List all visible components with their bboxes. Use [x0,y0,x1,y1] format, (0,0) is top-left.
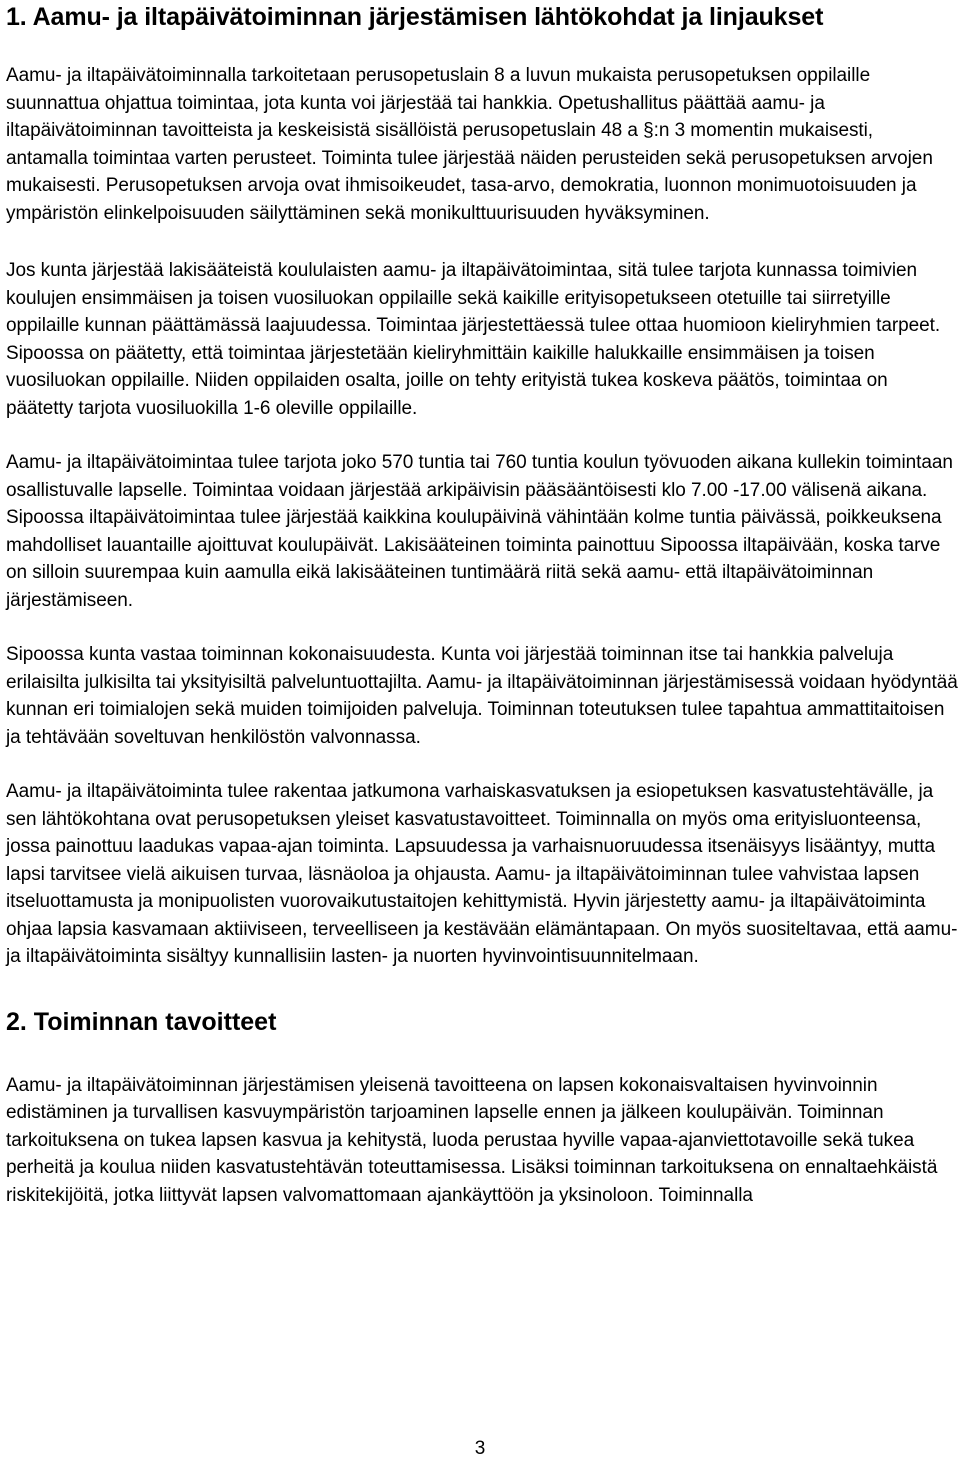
section-1-paragraph-5: Aamu- ja iltapäivätoiminta tulee rakentaa jatkumona varhaiskasvatuksen ja esiopetuksen kasvatustehtävälle, ja sen lähtökohtana ovat perusopetuksen yleiset kasvatustavoitteet. Toiminnalla on myös oma erityisluonteensa, jossa painottuu laadukas vapaa-ajan toiminta. Lapsuudessa ja varhaisnuoruudessa itsenäisyys lisääntyy, mutta lapsi tarvitsee vielä aikuisen turvaa, läsnäoloa ja ohjausta. Aamu- ja iltapäivätoiminnan tulee vahvistaa lapsen itseluottamusta ja monipuolisten vuorovaikutustaitojen kehittymistä. Hyvin järjestetty aamu- ja iltapäivätoiminta ohjaa lapsia kasvamaan aktiiviseen, terveelliseen ja kestävään elämäntapaan. On myös suositeltavaa, että aamu- ja iltapäivätoiminta sisältyy kunnallisiin lasten- ja nuorten hyvinvointisuunnitelmaan. [6,781,958,967]
section-1-paragraph-3: Aamu- ja iltapäivätoimintaa tulee tarjota joko 570 tuntia tai 760 tuntia koulun työvuoden aikana kullekin toimintaan osallistuvalle lapselle. Toimintaa voidaan järjestää arkipäivisin pääsääntöisesti klo 7.00 -17.00 välisenä aikana. Sipoossa iltapäivätoimintaa tulee järjestää kaikkina koulupäivinä vähintään kolme tuntia päivässä, poikkeuksena mahdolliset lauantaille ajoittuvat koulupäivät. Lakisääteinen toiminta painottuu Sipoossa iltapäivään, koska tarve on silloin suurempaa kuin aamulla eikä lakisääteinen tuntimäärä riitä sekä aamu- että iltapäivätoiminnan järjestämiseen. [6,452,953,611]
document-page [6,0,958,1209]
section-1-paragraph-4: Sipoossa kunta vastaa toiminnan kokonaisuudesta. Kunta voi järjestää toiminnan itse tai hankkia palveluja erilaisilta julkisilta tai yksityisiltä palveluntuottajilta. Aamu- ja iltapäivätoiminnan järjestämisessä voidaan hyödyntää kunnan eri toimialojen sekä muiden toimijoiden palveluja. Toiminnan toteutuksen tulee tapahtua ammattitaitoisen ja tehtävään soveltuvan henkilöstön valvonnassa. [6,644,958,748]
section-1-heading: 1. Aamu- ja iltapäivätoiminnan järjestämisen lähtökohdat ja linjaukset [6,3,824,31]
page-number: 3 [474,1438,486,1459]
section-1-paragraph-1: Aamu- ja iltapäivätoiminnalla tarkoitetaan perusopetuslain 8 a luvun mukaista perusopetuksen oppilaille suunnattua ohjattua toimintaa, jota kunta voi järjestää tai hankkia. Opetushallitus päättää aamu- ja iltapäivätoiminnan tavoitteista ja keskeisistä sisällöistä perusopetuslain 48 a §:n 3 momentin mukaisesti, antamalla toimintaa varten perusteet. Toiminta tulee järjestää näiden perusteiden sekä perusopetuksen arvojen mukaisesti. Perusopetuksen arvoja ovat ihmisoikeudet, tasa-arvo, demokratia, luonnon monimuotoisuuden ja ympäristön elinkelpoisuuden säilyttäminen sekä monikulttuurisuuden hyväksyminen. [6,65,933,224]
section-1-paragraph-2: Jos kunta järjestää lakisääteistä koululaisten aamu- ja iltapäivätoimintaa, sitä tulee tarjota kunnassa toimivien koulujen ensimmäisen ja toisen vuosiluokan oppilaille sekä kaikille erityisopetukseen otetuille tai siirretyille oppilaille kunnan päättämässä laajuudessa. Toimintaa järjestettäessä tulee ottaa huomioon kieliryhmien tarpeet. Sipoossa on päätetty, että toimintaa järjestetään kieliryhmittäin kaikille halukkaille ensimmäisen ja toisen vuosiluokan oppilaille. Niiden oppilaiden osalta, joille on tehty erityistä tukea koskeva päätös, toimintaa on päätetty tarjota vuosiluokilla 1-6 oleville oppilaille. [6,260,941,419]
section-2-heading: 2. Toiminnan tavoitteet [6,1007,277,1036]
section-2-paragraph-1: Aamu- ja iltapäivätoiminnan järjestämisen yleisenä tavoitteena on lapsen kokonaisvaltaisen hyvinvoinnin edistäminen ja turvallisen kasvuympäristön tarjoaminen lapselle ennen ja jälkeen koulupäivän. Toiminnan tarkoituksena on tukea lapsen kasvua ja kehitystä, luoda perustaa hyville vapaa-ajanviettotavoille sekä tukea perheitä ja koulua niiden kasvatustehtävän toteuttamisessa. Lisäksi toiminnan tarkoituksena on ennaltaehkäistä riskitekijöitä, jotka liittyvät lapsen valvomattomaan ajankäyttöön ja yksinoloon. Toiminnalla [6,1074,938,1206]
section-2-heading-wrap [6,1007,958,1037]
